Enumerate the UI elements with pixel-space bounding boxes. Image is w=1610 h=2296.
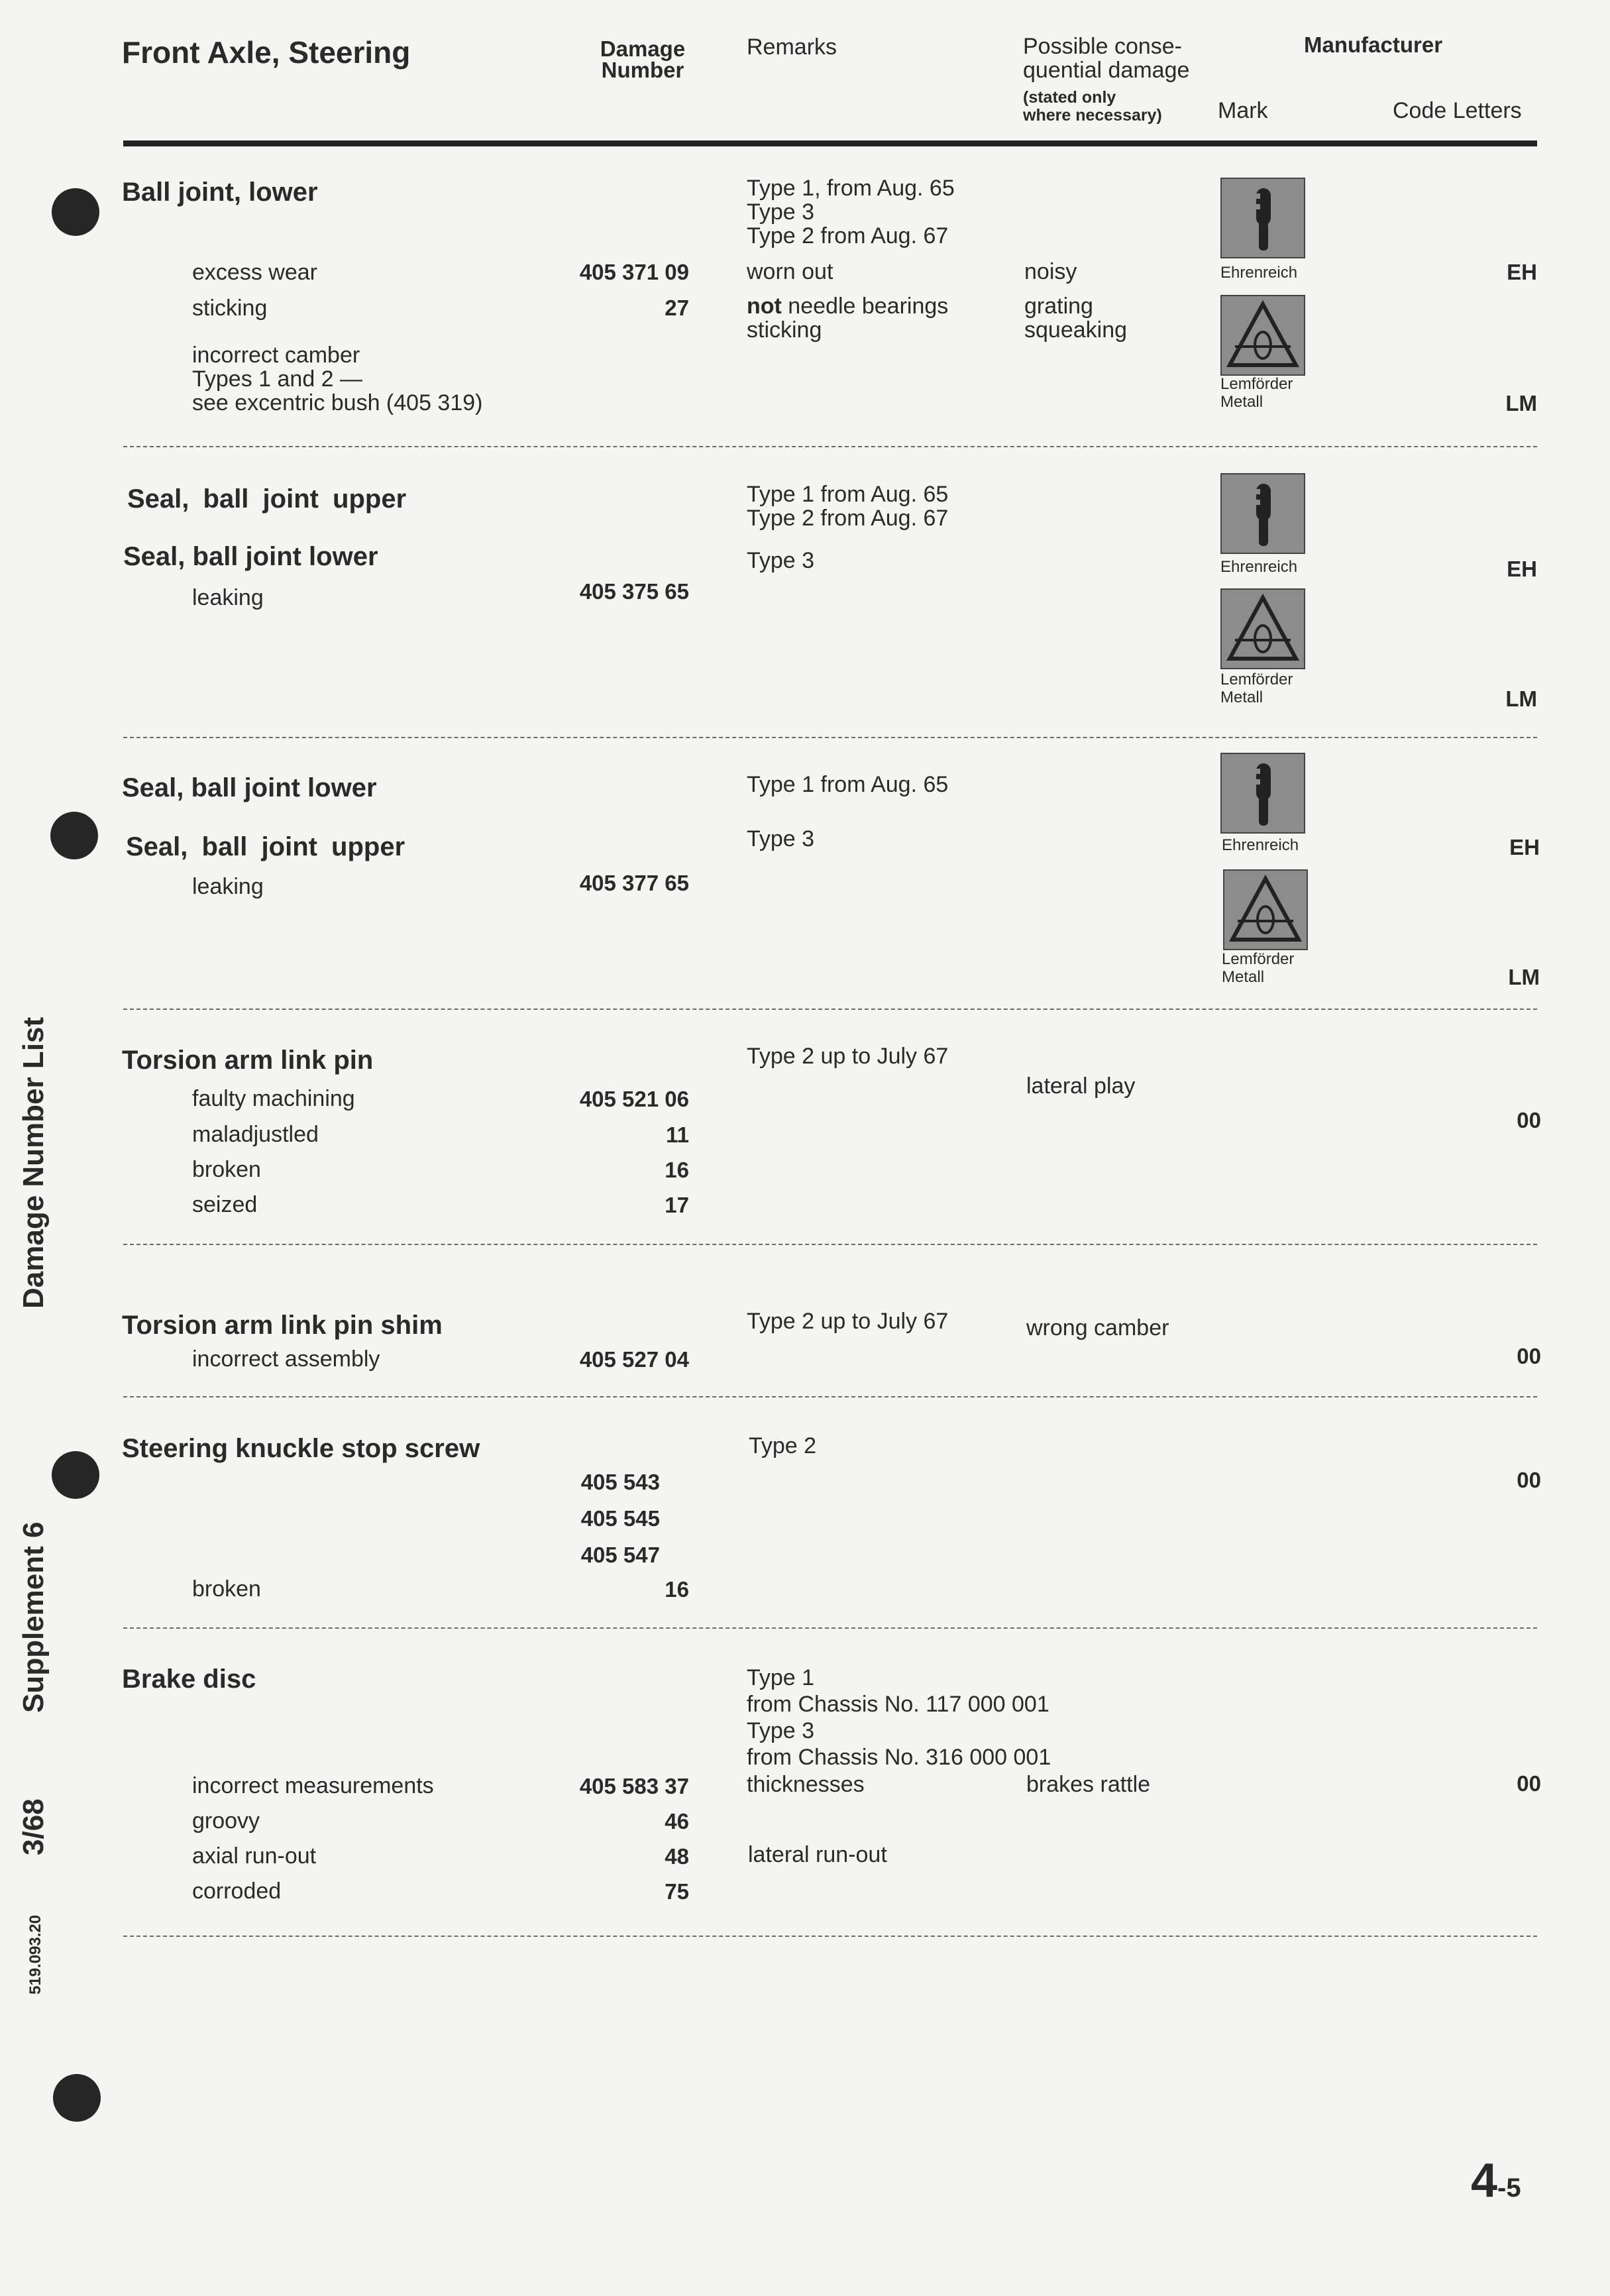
logo-caption bbox=[1220, 671, 1293, 706]
remarks-block bbox=[747, 482, 948, 530]
side-label-supplement: Supplement 6 bbox=[17, 1521, 50, 1713]
damage-label: broken bbox=[192, 1576, 261, 1602]
section-divider bbox=[123, 737, 1537, 738]
binder-hole bbox=[52, 188, 99, 236]
ehrenreich-logo bbox=[1220, 473, 1305, 554]
binder-hole bbox=[53, 2074, 101, 2122]
logo-caption-line: Lemförder bbox=[1220, 375, 1293, 393]
remark-line: Type 1 from Aug. 65 bbox=[747, 482, 949, 507]
part-name: Seal, ball joint upper bbox=[127, 484, 407, 514]
damage-number: 75 bbox=[665, 1879, 689, 1904]
lemforder-logo bbox=[1220, 295, 1305, 376]
logo-caption-line: Metall bbox=[1220, 393, 1263, 411]
document-number: 519.093.20 bbox=[27, 1914, 44, 1995]
remarks-block bbox=[747, 1665, 1051, 1771]
damage-number: 11 bbox=[666, 1122, 689, 1147]
header-remarks: Remarks bbox=[747, 34, 837, 60]
remark-line: Type 3 bbox=[747, 199, 815, 225]
side-label-damage-list: Damage Number List bbox=[17, 1016, 50, 1309]
header-consequential bbox=[1023, 34, 1189, 82]
consequence-text: wrong camber bbox=[1026, 1315, 1169, 1340]
remark-line: Type 1 bbox=[747, 1665, 815, 1690]
section-divider bbox=[123, 1627, 1537, 1629]
side-label-date: 3/68 bbox=[17, 1798, 50, 1855]
code-letters: LM bbox=[1508, 965, 1540, 989]
logo-caption bbox=[1220, 375, 1293, 411]
logo-caption-line: Metall bbox=[1222, 968, 1265, 986]
damage-number: 16 bbox=[665, 1158, 689, 1182]
section-divider bbox=[123, 446, 1537, 447]
damage-label: maladjustled bbox=[192, 1122, 319, 1147]
damage-label: excess wear bbox=[192, 260, 317, 285]
damage-label: axial run-out bbox=[192, 1843, 317, 1869]
damage-number: 17 bbox=[665, 1193, 689, 1217]
page-title: Front Axle, Steering bbox=[122, 35, 411, 70]
consequence-text: grating bbox=[1024, 294, 1093, 319]
remark-line: Type 1 from Aug. 65 bbox=[747, 772, 949, 797]
damage-number: 46 bbox=[665, 1809, 689, 1833]
consequence-text: lateral play bbox=[1026, 1073, 1136, 1099]
header-damage-number-line1: Damage bbox=[600, 36, 686, 61]
remark-line: Type 1, from Aug. 65 bbox=[747, 176, 955, 201]
damage-number: 405 583 37 bbox=[579, 1774, 689, 1798]
code-letters: EH bbox=[1509, 835, 1540, 859]
section-divider bbox=[123, 1009, 1537, 1010]
header-damage-number bbox=[583, 38, 702, 81]
damage-number: 48 bbox=[665, 1844, 689, 1869]
code-letters: 00 bbox=[1517, 1344, 1541, 1368]
remark-line: thicknesses bbox=[747, 1772, 865, 1797]
damage-number: 405 527 04 bbox=[579, 1347, 689, 1372]
header-manufacturer: Manufacturer bbox=[1304, 32, 1443, 57]
logo-caption: Ehrenreich bbox=[1220, 264, 1298, 282]
part-name: Ball joint, lower bbox=[122, 178, 318, 207]
damage-label: incorrect measurements bbox=[192, 1773, 434, 1798]
remark-line: Type 2 from Aug. 67 bbox=[747, 223, 949, 248]
logo-caption bbox=[1222, 950, 1294, 986]
consequence-block bbox=[1024, 294, 1127, 342]
damage-number: 405 371 09 bbox=[579, 260, 689, 284]
logo-caption: Ehrenreich bbox=[1222, 836, 1299, 854]
logo-caption-line: Lemförder bbox=[1220, 671, 1293, 688]
damage-label: incorrect assembly bbox=[192, 1346, 380, 1372]
section-divider bbox=[123, 1936, 1537, 1937]
remark-line: from Chassis No. 117 000 001 bbox=[747, 1692, 1049, 1717]
code-letters: EH bbox=[1507, 557, 1537, 581]
lemforder-logo bbox=[1223, 869, 1308, 950]
remark-block bbox=[747, 294, 948, 342]
damage-number: 405 545 bbox=[580, 1506, 660, 1531]
logo-caption-line: Metall bbox=[1220, 688, 1263, 706]
part-name: Torsion arm link pin shim bbox=[122, 1311, 443, 1340]
header-consequential-line2: quential damage bbox=[1023, 58, 1190, 83]
remark-line bbox=[747, 294, 948, 318]
logo-caption-line: Lemförder bbox=[1222, 950, 1295, 968]
remark-bold: not bbox=[747, 294, 782, 319]
header-mark: Mark bbox=[1218, 98, 1268, 123]
code-letters: 00 bbox=[1517, 1108, 1541, 1132]
binder-hole bbox=[52, 1451, 99, 1499]
header-rule bbox=[123, 140, 1537, 146]
damage-number: 405 521 06 bbox=[579, 1087, 689, 1111]
section-divider bbox=[123, 1244, 1537, 1245]
remark-line: Type 2 bbox=[749, 1433, 817, 1458]
remark-line: Type 2 up to July 67 bbox=[747, 1044, 949, 1069]
code-letters: LM bbox=[1505, 686, 1537, 711]
damage-label: see excentric bush (405 319) bbox=[192, 390, 483, 415]
damage-label: groovy bbox=[192, 1808, 260, 1833]
code-letters: LM bbox=[1505, 391, 1537, 415]
remark-line: Type 3 bbox=[747, 826, 815, 851]
damage-label: incorrect camber bbox=[192, 343, 360, 368]
damage-label: broken bbox=[192, 1157, 261, 1182]
lemforder-logo bbox=[1220, 588, 1305, 669]
damage-label: corroded bbox=[192, 1879, 282, 1904]
remark-line: lateral run-out bbox=[748, 1842, 887, 1867]
part-name: Seal, ball joint lower bbox=[122, 773, 377, 802]
remarks-block bbox=[747, 176, 955, 248]
consequence-text: noisy bbox=[1024, 259, 1077, 284]
page-number-sub: -5 bbox=[1497, 2173, 1521, 2203]
part-name: Brake disc bbox=[122, 1665, 256, 1694]
ehrenreich-logo bbox=[1220, 753, 1305, 834]
part-name: Seal, ball joint lower bbox=[123, 542, 378, 571]
damage-label: Types 1 and 2 — bbox=[192, 366, 363, 392]
header-stated-only-line2: where necessary) bbox=[1023, 106, 1162, 125]
damage-label: leaking bbox=[192, 585, 264, 610]
code-letters: 00 bbox=[1517, 1771, 1541, 1796]
damage-number: 405 377 65 bbox=[579, 871, 689, 895]
damage-label-multiline bbox=[192, 343, 482, 415]
section-divider bbox=[123, 1396, 1537, 1397]
consequence-text: squeaking bbox=[1024, 317, 1128, 343]
part-name: Seal, ball joint upper bbox=[126, 832, 405, 861]
remark-rest: needle bearings bbox=[781, 294, 949, 319]
damage-number: 27 bbox=[665, 296, 689, 320]
logo-caption: Ehrenreich bbox=[1220, 558, 1298, 576]
part-name: Steering knuckle stop screw bbox=[122, 1434, 480, 1463]
remark-line: Type 3 bbox=[747, 1718, 815, 1743]
remark-line: Type 3 bbox=[747, 548, 815, 573]
remark-line: sticking bbox=[747, 317, 822, 343]
damage-number: 405 547 bbox=[580, 1543, 660, 1567]
damage-label: sticking bbox=[192, 296, 268, 321]
code-letters: EH bbox=[1507, 260, 1537, 284]
damage-label: seized bbox=[192, 1192, 258, 1217]
page-number-main: 4 bbox=[1471, 2154, 1498, 2207]
damage-label: leaking bbox=[192, 874, 264, 899]
remark-line: worn out bbox=[747, 259, 833, 284]
header-stated-only-line1: (stated only bbox=[1023, 88, 1116, 107]
remark-line: Type 2 from Aug. 67 bbox=[747, 506, 949, 531]
header-stated-only bbox=[1023, 89, 1162, 125]
damage-number: 16 bbox=[665, 1577, 689, 1602]
header-consequential-line1: Possible conse- bbox=[1023, 34, 1183, 59]
part-name: Torsion arm link pin bbox=[122, 1046, 374, 1075]
remark-line: Type 2 up to July 67 bbox=[747, 1309, 949, 1334]
header-damage-number-line2: Number bbox=[601, 58, 684, 82]
consequence-text: brakes rattle bbox=[1026, 1772, 1151, 1797]
code-letters: 00 bbox=[1517, 1468, 1541, 1492]
damage-number: 405 543 bbox=[580, 1470, 660, 1494]
ehrenreich-logo bbox=[1220, 178, 1305, 258]
remark-line: from Chassis No. 316 000 001 bbox=[747, 1745, 1051, 1770]
binder-hole bbox=[50, 812, 98, 859]
header-code-letters: Code Letters bbox=[1393, 98, 1522, 123]
damage-label: faulty machining bbox=[192, 1086, 355, 1111]
page-number bbox=[1471, 2154, 1521, 2208]
damage-number: 405 375 65 bbox=[579, 579, 689, 604]
